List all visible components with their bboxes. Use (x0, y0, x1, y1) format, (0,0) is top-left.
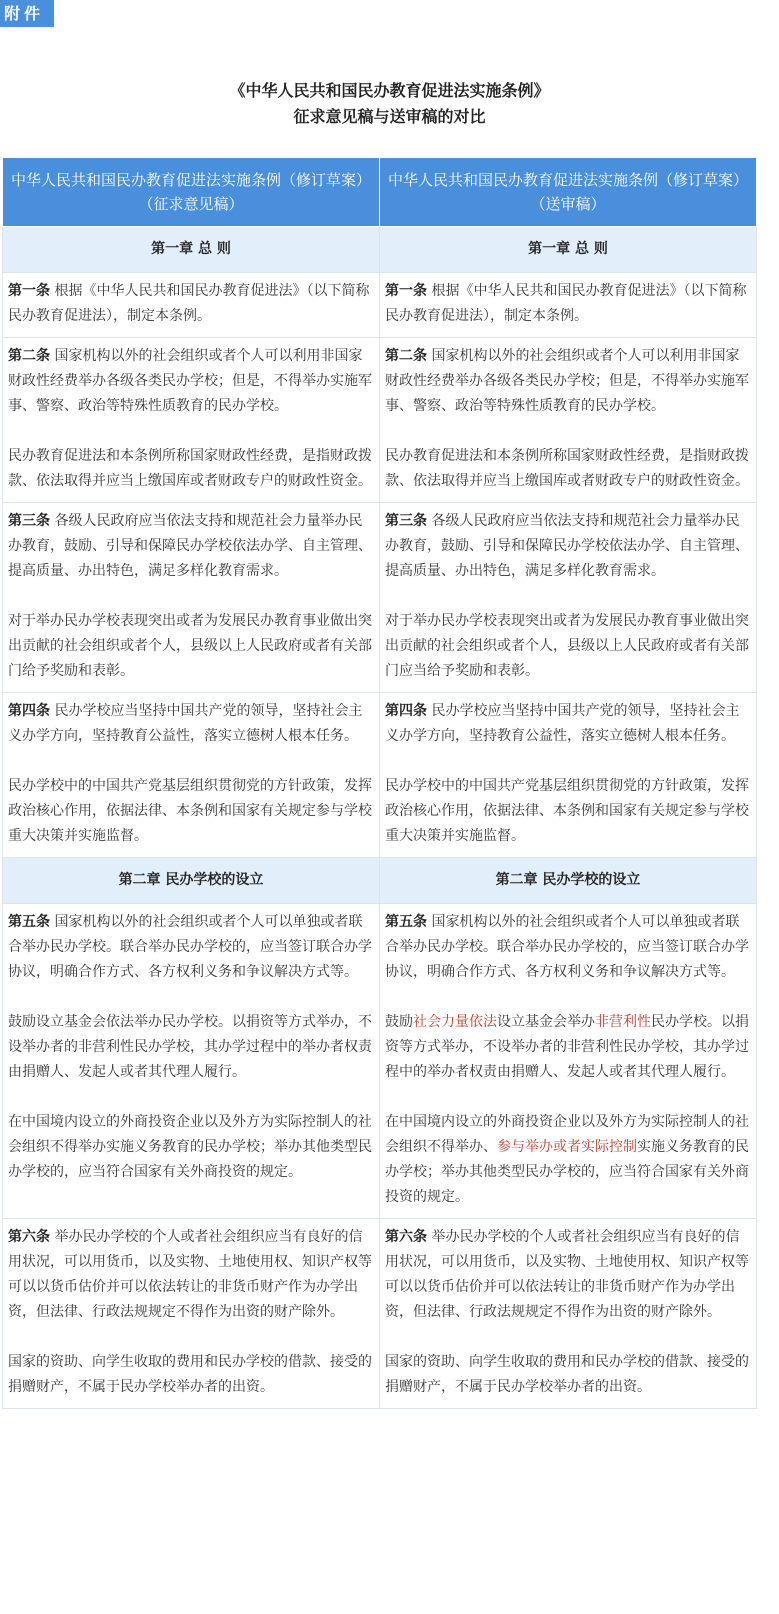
article-cell-left (3, 693, 380, 858)
article-paragraph (385, 1110, 751, 1210)
chapter-heading-left: 第二章 民办学校的设立 (3, 858, 380, 904)
article-number: 第三条 (8, 513, 50, 529)
article-paragraph (385, 1010, 751, 1085)
text-segment: 鼓励 (385, 1014, 413, 1030)
table-row (3, 338, 757, 503)
article-paragraph: 民办学校中的中国共产党基层组织贯彻党的方针政策，发挥政治核心作用，依据法律、本条例和国家有关规定参与学校重大决策并实施监督。 (385, 778, 749, 844)
column-header-submitted: 中华人民共和国民办教育促进法实施条例（修订草案）（送审稿） (380, 158, 757, 227)
article-text: 国家机构以外的社会组织或者个人可以利用非国家财政性经费举办各级各类民办学校；但是，不得举办实施军事、警察、政治等特殊性质教育的民办学校。 (385, 348, 749, 414)
article-paragraph: 在中国境内设立的外商投资企业以及外方为实际控制人的社会组织不得举办实施义务教育的民办学校；举办其他类型民办学校的，应当符合国家有关外商投资的规定。 (8, 1114, 372, 1180)
article-number: 第五条 (385, 914, 427, 930)
article-paragraph: 鼓励设立基金会依法举办民办学校。以捐资等方式举办，不设举办者的非营利性民办学校，其办学过程中的举办者权责由捐赠人、发起人或者其代理人履行。 (8, 1014, 372, 1080)
article-cell-right (380, 693, 757, 858)
table-row (3, 693, 757, 858)
article-cell-left (3, 338, 380, 503)
article-cell-right (380, 273, 757, 338)
article-number: 第五条 (8, 914, 50, 930)
annex-label: 附件 (0, 0, 54, 27)
text-segment: 设立基金会举办 (497, 1014, 595, 1030)
article-paragraph: 民办学校中的中国共产党基层组织贯彻党的方针政策，发挥政治核心作用，依据法律、本条例和国家有关规定参与学校重大决策并实施监督。 (8, 778, 372, 844)
article-text: 根据《中华人民共和国民办教育促进法》（以下简称民办教育促进法），制定本条例。 (385, 283, 747, 324)
article-cell-right (380, 503, 757, 693)
article-paragraph: 国家的资助、向学生收取的费用和民办学校的借款、接受的捐赠财产，不属于民办学校举办者的出资。 (385, 1354, 749, 1395)
revised-text: 非营利性 (595, 1014, 651, 1030)
revised-text: 参与举办或者实际控制 (497, 1139, 637, 1155)
article-number: 第四条 (385, 703, 427, 719)
article-text: 举办民办学校的个人或者社会组织应当有良好的信用状况，可以用货币，以及实物、土地使用权、知识产权等可以以货币估价并可以依法转让的非货币财产作为办学出资，但法律、行政法规规定不得作为出资的财产除外。 (385, 1229, 749, 1320)
article-text: 民办学校应当坚持中国共产党的领导，坚持社会主义办学方向，坚持教育公益性，落实立德树人根本任务。 (385, 703, 740, 744)
comparison-table (2, 157, 757, 1409)
article-cell-left (3, 273, 380, 338)
chapter-row (3, 858, 757, 904)
article-number: 第二条 (8, 348, 50, 364)
article-paragraph: 对于举办民办学校表现突出或者为发展民办教育事业做出突出贡献的社会组织或者个人，县级以上人民政府或者有关部门应当给予奖励和表彰。 (385, 613, 749, 679)
article-paragraph: 对于举办民办学校表现突出或者为发展民办教育事业做出突出贡献的社会组织或者个人，县级以上人民政府或者有关部门给予奖励和表彰。 (8, 613, 372, 679)
article-number: 第二条 (385, 348, 427, 364)
article-cell-right (380, 338, 757, 503)
text-segment: 在中国境内设立的外商投资企业以及外方为实际控制人的社会组织不得举办、 (385, 1114, 749, 1155)
document-subtitle: 征求意见稿与送审稿的对比 (293, 107, 486, 126)
table-row (3, 273, 757, 338)
article-text: 各级人民政府应当依法支持和规范社会力量举办民办教育，鼓励、引导和保障民办学校依法办学、自主管理、提高质量、办出特色，满足多样化教育需求。 (385, 513, 749, 579)
article-number: 第一条 (385, 283, 427, 299)
article-number: 第一条 (8, 283, 50, 299)
document-title: 《中华人民共和国民办教育促进法实施条例》 (229, 81, 550, 100)
table-row (3, 1219, 757, 1409)
article-cell-right (380, 1219, 757, 1409)
article-text: 国家机构以外的社会组织或者个人可以单独或者联合举办民办学校。联合举办民办学校的，应当签订联合办学协议，明确合作方式、各方权利义务和争议解决方式等。 (385, 914, 749, 980)
article-cell-right (380, 904, 757, 1219)
article-cell-left (3, 904, 380, 1219)
chapter-heading-right: 第二章 民办学校的设立 (380, 858, 757, 904)
article-text: 根据《中华人民共和国民办教育促进法》（以下简称民办教育促进法），制定本条例。 (8, 283, 370, 324)
article-number: 第三条 (385, 513, 427, 529)
article-paragraph: 民办教育促进法和本条例所称国家财政性经费，是指财政拨款、依法取得并应当上缴国库或者财政专户的财政性资金。 (8, 448, 372, 489)
article-paragraph: 国家的资助、向学生收取的费用和民办学校的借款、接受的捐赠财产，不属于民办学校举办者的出资。 (8, 1354, 372, 1395)
chapter-row (3, 227, 757, 273)
article-text: 各级人民政府应当依法支持和规范社会力量举办民办教育，鼓励、引导和保障民办学校依法办学、自主管理、提高质量、办出特色，满足多样化教育需求。 (8, 513, 372, 579)
article-text: 民办学校应当坚持中国共产党的领导，坚持社会主义办学方向，坚持教育公益性，落实立德树人根本任务。 (8, 703, 363, 744)
revised-text: 社会力量依法 (413, 1014, 497, 1030)
article-number: 第六条 (8, 1229, 50, 1245)
article-text: 举办民办学校的个人或者社会组织应当有良好的信用状况，可以用货币，以及实物、土地使用权、知识产权等可以以货币估价并可以依法转让的非货币财产作为办学出资，但法律、行政法规规定不得作为出资的财产除外。 (8, 1229, 372, 1320)
article-text: 国家机构以外的社会组织或者个人可以单独或者联合举办民办学校。联合举办民办学校的，应当签订联合办学协议，明确合作方式、各方权利义务和争议解决方式等。 (8, 914, 372, 980)
table-row (3, 904, 757, 1219)
chapter-heading-right: 第一章 总 则 (380, 227, 757, 273)
article-cell-left (3, 503, 380, 693)
table-row (3, 503, 757, 693)
text-segment: 实施义务教育的民办学校；举办其他类型民办学校的，应当符合国家有关外商投资的规定。 (385, 1139, 749, 1205)
article-paragraph: 民办教育促进法和本条例所称国家财政性经费，是指财政拨款、依法取得并应当上缴国库或者财政专户的财政性资金。 (385, 448, 749, 489)
article-cell-left (3, 1219, 380, 1409)
table-header-row (3, 158, 757, 227)
article-number: 第四条 (8, 703, 50, 719)
column-header-draft: 中华人民共和国民办教育促进法实施条例（修订草案）（征求意见稿） (3, 158, 380, 227)
text-segment: 民办学校。以捐资等方式举办，不设举办者的非营利性民办学校，其办学过程中的举办者权责由捐赠人、发起人或者其代理人履行。 (385, 1014, 749, 1080)
article-text: 国家机构以外的社会组织或者个人可以利用非国家财政性经费举办各级各类民办学校；但是，不得举办实施军事、警察、政治等特殊性质教育的民办学校。 (8, 348, 372, 414)
chapter-heading-left: 第一章 总 则 (3, 227, 380, 273)
article-number: 第六条 (385, 1229, 427, 1245)
